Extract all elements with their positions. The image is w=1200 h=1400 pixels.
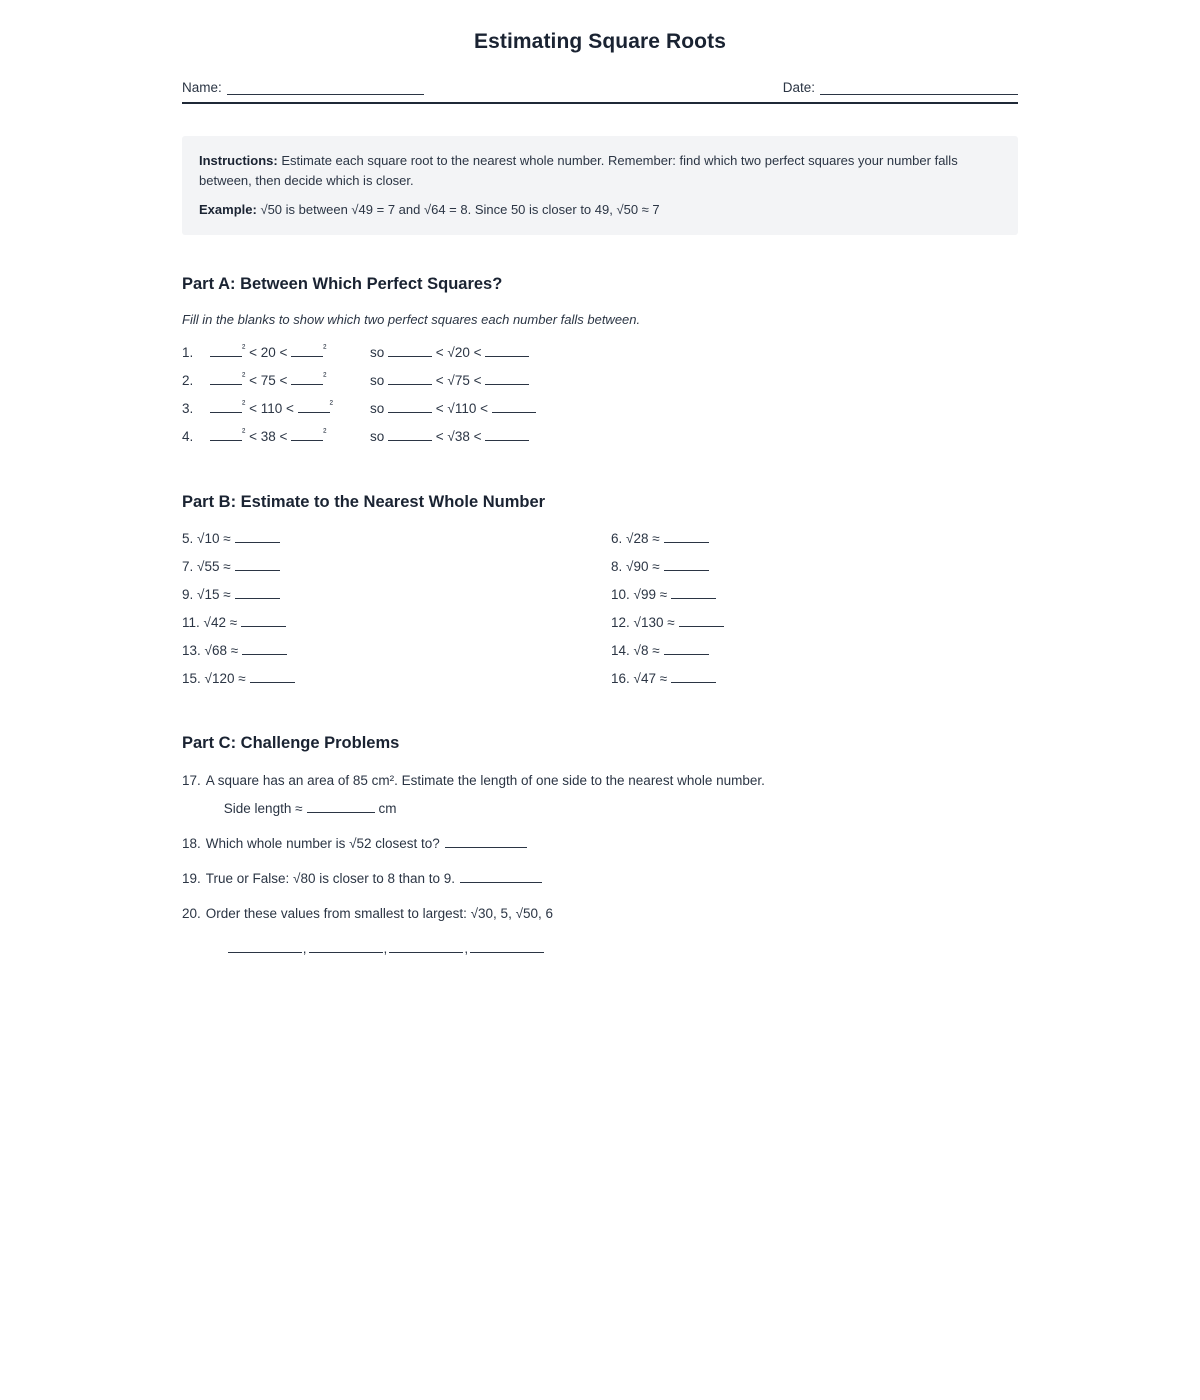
item-number: 2. xyxy=(182,373,194,389)
root-inequality: so < √38 < xyxy=(370,427,529,444)
lower-square-blank[interactable] xyxy=(210,399,242,413)
radical-expression: √75 xyxy=(447,373,470,389)
answer-blank[interactable] xyxy=(664,557,709,571)
part-b-item xyxy=(182,557,611,585)
lower-root-blank[interactable] xyxy=(388,343,432,357)
part-a-row xyxy=(182,399,1018,427)
root-inequality: so < √110 < xyxy=(370,399,536,416)
root-expression: √28 ≈ xyxy=(626,531,660,547)
item-number: 19. xyxy=(182,871,201,887)
order-blank-4[interactable] xyxy=(470,939,544,953)
part-b-item xyxy=(182,585,611,613)
item-number: 13. xyxy=(182,643,201,659)
worksheet-content xyxy=(182,0,1018,959)
radicand-value: 110 xyxy=(260,401,283,417)
part-b-item xyxy=(182,669,611,697)
side-length-answer-row xyxy=(224,799,1018,819)
answer-blank[interactable] xyxy=(235,529,280,543)
root-expression: √8 ≈ xyxy=(633,643,660,659)
upper-square-blank[interactable] xyxy=(291,371,323,385)
radical-expression: √110 xyxy=(447,401,477,417)
root-expression: √90 ≈ xyxy=(626,559,660,575)
radical-expression: √38 xyxy=(447,429,470,445)
lower-root-blank[interactable] xyxy=(388,427,432,441)
side-length-blank[interactable] xyxy=(307,799,375,813)
date-label: Date: xyxy=(782,80,815,95)
part-a-row xyxy=(182,427,1018,455)
part-c-list xyxy=(182,771,1018,959)
root-inequality: so < √75 < xyxy=(370,371,529,388)
item-number: 15. xyxy=(182,671,201,687)
part-b-heading: Part B: Estimate to the Nearest Whole Number xyxy=(182,493,546,512)
date-write-in-blank[interactable] xyxy=(820,81,1018,95)
item-number: 18. xyxy=(182,835,201,851)
part-a-subtitle: Fill in the blanks to show which two perfect squares each number falls between. xyxy=(182,312,641,328)
part-c-question-19 xyxy=(182,869,1018,889)
upper-root-blank[interactable] xyxy=(485,427,529,441)
item-number: 10. xyxy=(611,587,630,603)
header-divider xyxy=(182,102,1018,104)
lower-square-blank[interactable] xyxy=(210,371,242,385)
answer-blank[interactable] xyxy=(250,669,295,683)
item-number: 11. xyxy=(182,615,200,631)
part-c-heading: Part C: Challenge Problems xyxy=(182,734,400,753)
unit-label: cm xyxy=(378,800,397,816)
name-label: Name: xyxy=(182,80,222,95)
part-c-question-18 xyxy=(182,834,1018,854)
part-b-item xyxy=(182,641,611,669)
example-paragraph xyxy=(199,200,1000,220)
perfect-square-inequality: $^{^2}$ < 75 < $^{^2}$ xyxy=(210,371,370,388)
example-text: √50 is between √49 = 7 and √64 = 8. Since 50 is closer to 49, √50 ≈ 7 xyxy=(260,202,660,218)
ordering-answer-row xyxy=(228,939,1018,959)
radicand-value: 20 xyxy=(260,345,276,361)
root-expression: √15 ≈ xyxy=(197,587,231,603)
lower-square-blank[interactable] xyxy=(210,427,242,441)
part-c-question-20 xyxy=(182,904,1018,959)
question-body xyxy=(206,771,1018,819)
item-number: 4. xyxy=(182,429,194,445)
part-b-item xyxy=(611,641,1018,669)
root-expression: √120 ≈ xyxy=(204,671,246,687)
order-separator: , xyxy=(302,940,307,956)
item-number: 16. xyxy=(611,671,630,687)
upper-square-blank[interactable] xyxy=(291,427,323,441)
perfect-square-inequality: $^{^2}$ < 20 < $^{^2}$ xyxy=(210,343,370,360)
part-c-question-17 xyxy=(182,771,1018,819)
order-blank-3[interactable] xyxy=(389,939,463,953)
side-length-label: Side length ≈ xyxy=(223,800,303,816)
order-separator: , xyxy=(464,940,469,956)
instructions-paragraph xyxy=(199,151,1000,191)
part-b-item xyxy=(611,669,1018,697)
part-b-item xyxy=(182,529,611,557)
radicand-value: 75 xyxy=(260,373,276,389)
name-field[interactable] xyxy=(182,80,424,95)
answer-blank[interactable] xyxy=(679,613,724,627)
order-blank-2[interactable] xyxy=(309,939,383,953)
question-body xyxy=(206,869,1018,889)
upper-square-blank[interactable] xyxy=(298,399,330,413)
upper-root-blank[interactable] xyxy=(485,371,529,385)
item-number: 17. xyxy=(182,773,201,789)
answer-blank[interactable] xyxy=(671,585,716,599)
answer-blank[interactable] xyxy=(241,613,286,627)
item-number: 12. xyxy=(611,615,630,631)
part-a-row xyxy=(182,343,1018,371)
root-expression: √47 ≈ xyxy=(633,671,668,687)
instructions-text: Estimate each square root to the nearest whole number. Remember: find which two perfect squares your number falls between, then decide which is closer. xyxy=(199,153,958,189)
root-expression: √99 ≈ xyxy=(633,587,668,603)
page-title: Estimating Square Roots xyxy=(473,30,726,53)
radical-expression: √20 xyxy=(447,345,470,361)
order-blank-1[interactable] xyxy=(228,939,302,953)
part-a-heading: Part A: Between Which Perfect Squares? xyxy=(182,275,503,294)
date-field[interactable] xyxy=(783,80,1018,95)
question-text: True or False: √80 is closer to 8 than to 9. xyxy=(205,871,456,887)
answer-blank[interactable] xyxy=(671,669,716,683)
item-number: 9. xyxy=(182,587,194,603)
upper-root-blank[interactable] xyxy=(492,399,536,413)
answer-blank[interactable] xyxy=(242,641,287,655)
answer-blank[interactable] xyxy=(235,585,280,599)
root-expression: √55 ≈ xyxy=(197,559,231,575)
root-inequality: so < √20 < xyxy=(370,343,529,360)
perfect-square-inequality: $^{^2}$ < 38 < $^{^2}$ xyxy=(210,427,370,444)
instructions-box xyxy=(182,136,1018,235)
question-text: Which whole number is √52 closest to? xyxy=(205,835,440,851)
item-number: 3. xyxy=(182,401,194,417)
answer-blank[interactable] xyxy=(445,834,527,848)
answer-blank[interactable] xyxy=(235,557,280,571)
radicand-value: 38 xyxy=(260,429,276,445)
item-number: 20. xyxy=(182,906,201,922)
root-expression: √68 ≈ xyxy=(204,643,239,659)
item-number: 6. xyxy=(611,531,623,547)
question-text: A square has an area of 85 cm². Estimate the length of one side to the nearest whole number. xyxy=(205,773,765,789)
part-b-item xyxy=(611,585,1018,613)
item-number: 8. xyxy=(611,559,623,575)
question-body xyxy=(206,904,1018,959)
part-b-item xyxy=(182,613,611,641)
root-expression: √130 ≈ xyxy=(633,615,675,631)
item-number: 7. xyxy=(182,559,194,575)
part-a-row xyxy=(182,371,1018,399)
item-number: 5. xyxy=(182,531,194,547)
root-expression: √42 ≈ xyxy=(203,615,238,631)
part-a-list xyxy=(182,343,1018,455)
part-b-item xyxy=(611,529,1018,557)
part-b-item xyxy=(611,557,1018,585)
name-write-in-blank[interactable] xyxy=(227,81,424,95)
so-label: so xyxy=(370,345,385,361)
upper-root-blank[interactable] xyxy=(485,343,529,357)
part-b-grid xyxy=(182,529,1018,697)
lower-square-blank[interactable] xyxy=(210,343,242,357)
item-number: 14. xyxy=(611,643,630,659)
answer-blank[interactable] xyxy=(664,641,709,655)
root-expression: √10 ≈ xyxy=(197,531,231,547)
answer-blank[interactable] xyxy=(664,529,709,543)
so-label: so xyxy=(370,401,385,417)
upper-square-blank[interactable] xyxy=(291,343,323,357)
example-label: Example: xyxy=(199,202,257,218)
so-label: so xyxy=(370,373,385,389)
lower-root-blank[interactable] xyxy=(388,371,432,385)
so-label: so xyxy=(370,429,385,445)
item-number: 1. xyxy=(182,345,194,361)
part-b-item xyxy=(611,613,1018,641)
question-body xyxy=(206,834,1018,854)
instructions-label: Instructions: xyxy=(199,153,278,168)
perfect-square-inequality: $^{^2}$ < 110 < $^{^2}$ xyxy=(210,399,370,416)
lower-root-blank[interactable] xyxy=(388,399,432,413)
answer-blank[interactable] xyxy=(460,869,542,883)
question-text: Order these values from smallest to largest: √30, 5, √50, 6 xyxy=(205,906,554,922)
order-separator: , xyxy=(383,940,388,956)
name-date-row xyxy=(182,80,1018,100)
